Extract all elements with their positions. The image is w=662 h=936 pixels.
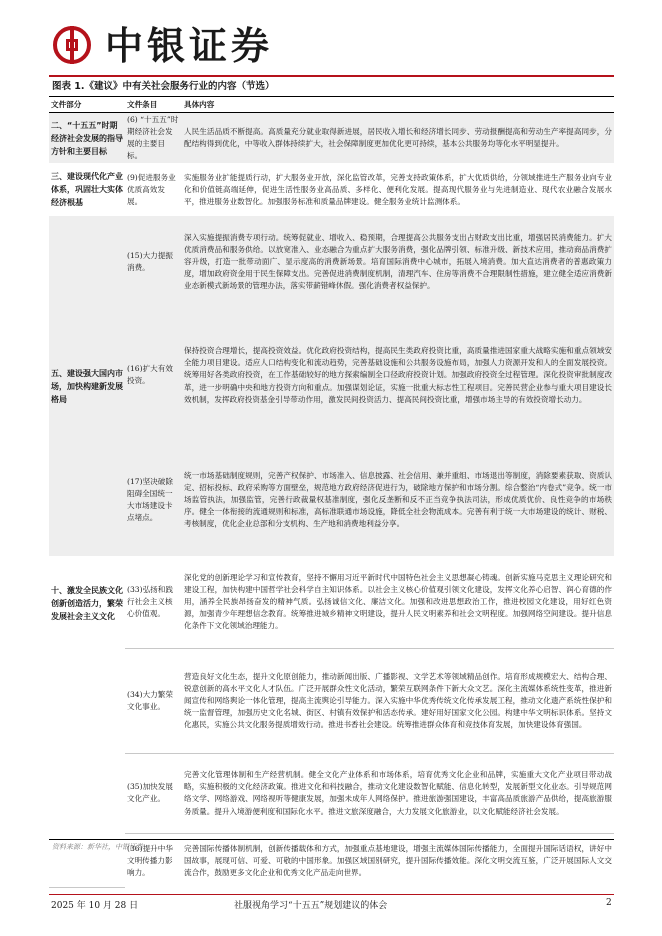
footer-title: 社服视角学习“十五五”规划建议的体会: [234, 901, 388, 911]
content-cell: 深入实施提振消费专项行动。统筹促就业、增收入、稳预期，合理提高公共服务支出占财政支出比重，增强居民消费能力。扩大优质消费品和服务供给。以放宽准入、业态融合为重点扩大服务消费，强化品牌引领、标准升级、新技术应用，推动商品消费扩容升级，打造一批带动面广、显示度高的消费新场景。培育国际消费中心城市，拓展入境消费。加大直达消费者的普惠政策力度，增加政府资金用于民生保障支出。完善促进消费制度机制，清理汽车、住房等消费不合理限制性措施，建立健全适应消费新业态新模式新场景的管理办法，落实带薪错峰休假。强化消费者权益保护。: [182, 216, 614, 307]
item-cell: (9)促进服务业优质高效发展。: [127, 172, 176, 207]
table-row: [49, 753, 614, 833]
table-row: [49, 443, 614, 556]
content-cell: 统一市场基础制度规则，完善产权保护、市场准入、信息披露、社会信用、兼并重组、市场退出等制度，消除要素获取、资质认定、招标投标、政府采购等方面壁垒，规范地方政府经济促进行为，破除地方保护和市场分割。综合整治“内卷式”竞争。统一市场监管执法，加强监管，完善行政裁量权基准制度，强化反垄断和反不正当竞争执法司法，形成优质优价、良性竞争的市场秩序。健全一体衔接的流通规则和标准，高标准联通市场设施，降低全社会物流成本。完善有利于统一大市场建设的统计、财税、考核制度，优化企业总部和分支机构、生产地和消费地利益分享。: [182, 443, 614, 556]
content-cell: 人民生活品质不断提高。高质量充分就业取得新进展，居民收入增长和经济增长同步、劳动报酬提高和劳动生产率提高同步，分配结构得到优化，中等收入群体持续扩大，社会保障制度更加优化更可持续，基本公共服务均等化水平明显提升。: [182, 113, 614, 164]
figure-title: 图表 1.《建议》中有关社会服务行业的内容（节选）: [52, 81, 275, 92]
header-part: 文件部分: [49, 98, 125, 113]
table-header-row: [49, 98, 614, 113]
source-note: 资料来源：新华社，中银证券: [52, 843, 143, 851]
item-cell: (35)加快发展文化产业。: [125, 753, 182, 833]
title-rule: [49, 96, 614, 97]
page-header: [49, 20, 614, 72]
content-cell: 保持投资合理增长，提高投资效益。优化政府投资结构，提高民生类政府投资比重，高质量推进国家重大战略实施和重点领域安全能力项目建设。适应人口结构变化和流动趋势，完善基础设施和公共服务设施布局，加强人力资源开发和人的全面发展投资。统筹用好各类政府投资，在工作基础较好的地方探索编制全口径政府投资计划。加强政府投资全过程管理。深化投资审批制度改革，进一步明确中央和地方投资方向和重点。加强谋划论证，实施一批重大标志性工程项目。完善民营企业参与重大项目建设长效机制，发挥政府投资基金引导带动作用，激发民间投资活力、提高民间投资比重，增强市场主导的有效投资增长动力。: [182, 307, 614, 443]
footer-rule: [49, 894, 614, 895]
item-cell: (34)大力繁荣文化事业。: [125, 648, 182, 753]
item-cell: (33)弘扬和践行社会主义核心价值观。: [125, 556, 182, 648]
item-cell: (15)大力提振消费。: [125, 216, 182, 307]
part-cell: 三、建设现代化产业体系，巩固壮大实体经济根基: [51, 172, 123, 208]
item-cell: (16)扩大有效投资。: [125, 307, 182, 443]
content-cell: 深化党的创新理论学习和宣传教育，坚持不懈用习近平新时代中国特色社会主义思想凝心铸魂。创新实施马克思主义理论研究和建设工程，加快构建中国哲学社会科学自主知识体系。以社会主义核心价值观引领文化建设，发挥文化养心启智、润心育德的作用，涵养全民族昂扬奋发的精神气质。弘扬诚信文化、廉洁文化。加强和改进思想政治工作，推进校园文化建设，用好红色资源，加强青少年理想信念教育。统筹推进城乡精神文明建设，提升人民文明素养和社会文明程度。加强网络空间建设。提升信息化条件下文化领域治理能力。: [182, 556, 614, 648]
table-row: [49, 648, 614, 753]
content-cell: 实施服务业扩能提质行动，扩大服务业开放，深化监管改革，完善支持政策体系，扩大优质供给，分领域推进生产服务业向专业化和价值链高端延伸，促进生活性服务业高品质、多样化、便利化发展。提高现代服务业与先进制造业、现代农业融合发展水平，推进服务业数智化。加强服务标准和质量品牌建设。健全服务业统计监测体系。: [184, 172, 612, 207]
content-cell: 完善国际传播体制机制，创新传播载体和方式，加强重点基地建设，增强主流媒体国际传播能力，全面提升国际话语权，讲好中国故事，展现可信、可爱、可敬的中国形象。加强区域国别研究，提升国际传播效能。深化文明交流互鉴，广泛开展国际人文交流合作，鼓励更多文化企业和优秀文化产品走向世界。: [184, 843, 612, 877]
header-item: 文件条目: [125, 98, 182, 113]
content-cell: 营造良好文化生态，提升文化原创能力，推动新闻出版、广播影视、文学艺术等领域精品创作。培育形成规模宏大、结构合理、锐意创新的高水平文化人才队伍。广泛开展群众性文化活动，繁荣互联网条件下新大众文艺。深化主流媒体系统性变革，推进新闻宣传和网络舆论一体化管理，提高主流舆论引导能力。深入实施中华优秀传统文化传承发展工程，推动文化遗产系统性保护和统一监督管理，加强历史文化名城、街区、村镇有效保护和活态传承。建好用好国家文化公园。构建中华文明标识体系。坚持文化惠民，实施公共文化服务提质增效行动。推进书香社会建设。统筹推进群众体育和竞技体育发展，加快建设体育强国。: [182, 648, 614, 753]
footer-date: 2025 年 10 月 28 日: [51, 901, 139, 911]
header-content: 具体内容: [182, 98, 614, 113]
brand-name: 中银证券: [105, 24, 274, 68]
table-bottom-rule: [49, 839, 614, 840]
table-row: [49, 113, 614, 164]
item-cell: (36)提升中华文明传播力影响力。: [127, 843, 173, 877]
boc-logo-icon: [53, 26, 91, 64]
table-row: [49, 216, 614, 307]
table-row: [49, 163, 614, 216]
header-rule: [49, 75, 614, 77]
item-cell: (6) “十五五”时期经济社会发展的主要目标。: [125, 113, 182, 164]
part-cell: 十、激发全民族文化创新创造活力，繁荣发展社会主义文化: [49, 556, 125, 887]
item-cell: (17)坚决破除阻碍全国统一大市场建设卡点堵点。: [125, 443, 182, 556]
table-row: [49, 307, 614, 443]
content-cell: 完善文化管理体制和生产经营机制。健全文化产业体系和市场体系，培育优秀文化企业和品牌，实施重大文化产业项目带动战略，实施积极的文化经济政策。推进文化和科技融合，推动文化建设数智化赋能、信息化转型，发展新型文化业态。引导规范网络文学、网络游戏、网络视听等健康发展，加强未成年人网络保护。推进旅游强国建设，丰富高品质旅游产品供给，提高旅游服务质量。提升入境游便利度和国际化水平。推进文旅深度融合，大力发展文化旅游业，以文化赋能经济社会发展。: [182, 753, 614, 833]
part-cell: 五、建设强大国内市场，加快构建新发展格局: [49, 216, 125, 556]
part-cell: 二、“十五五”时期经济社会发展的指导方针和主要目标: [49, 113, 125, 164]
policy-table: [49, 98, 614, 888]
table-row: [49, 556, 614, 648]
page-number: 2: [606, 898, 612, 908]
